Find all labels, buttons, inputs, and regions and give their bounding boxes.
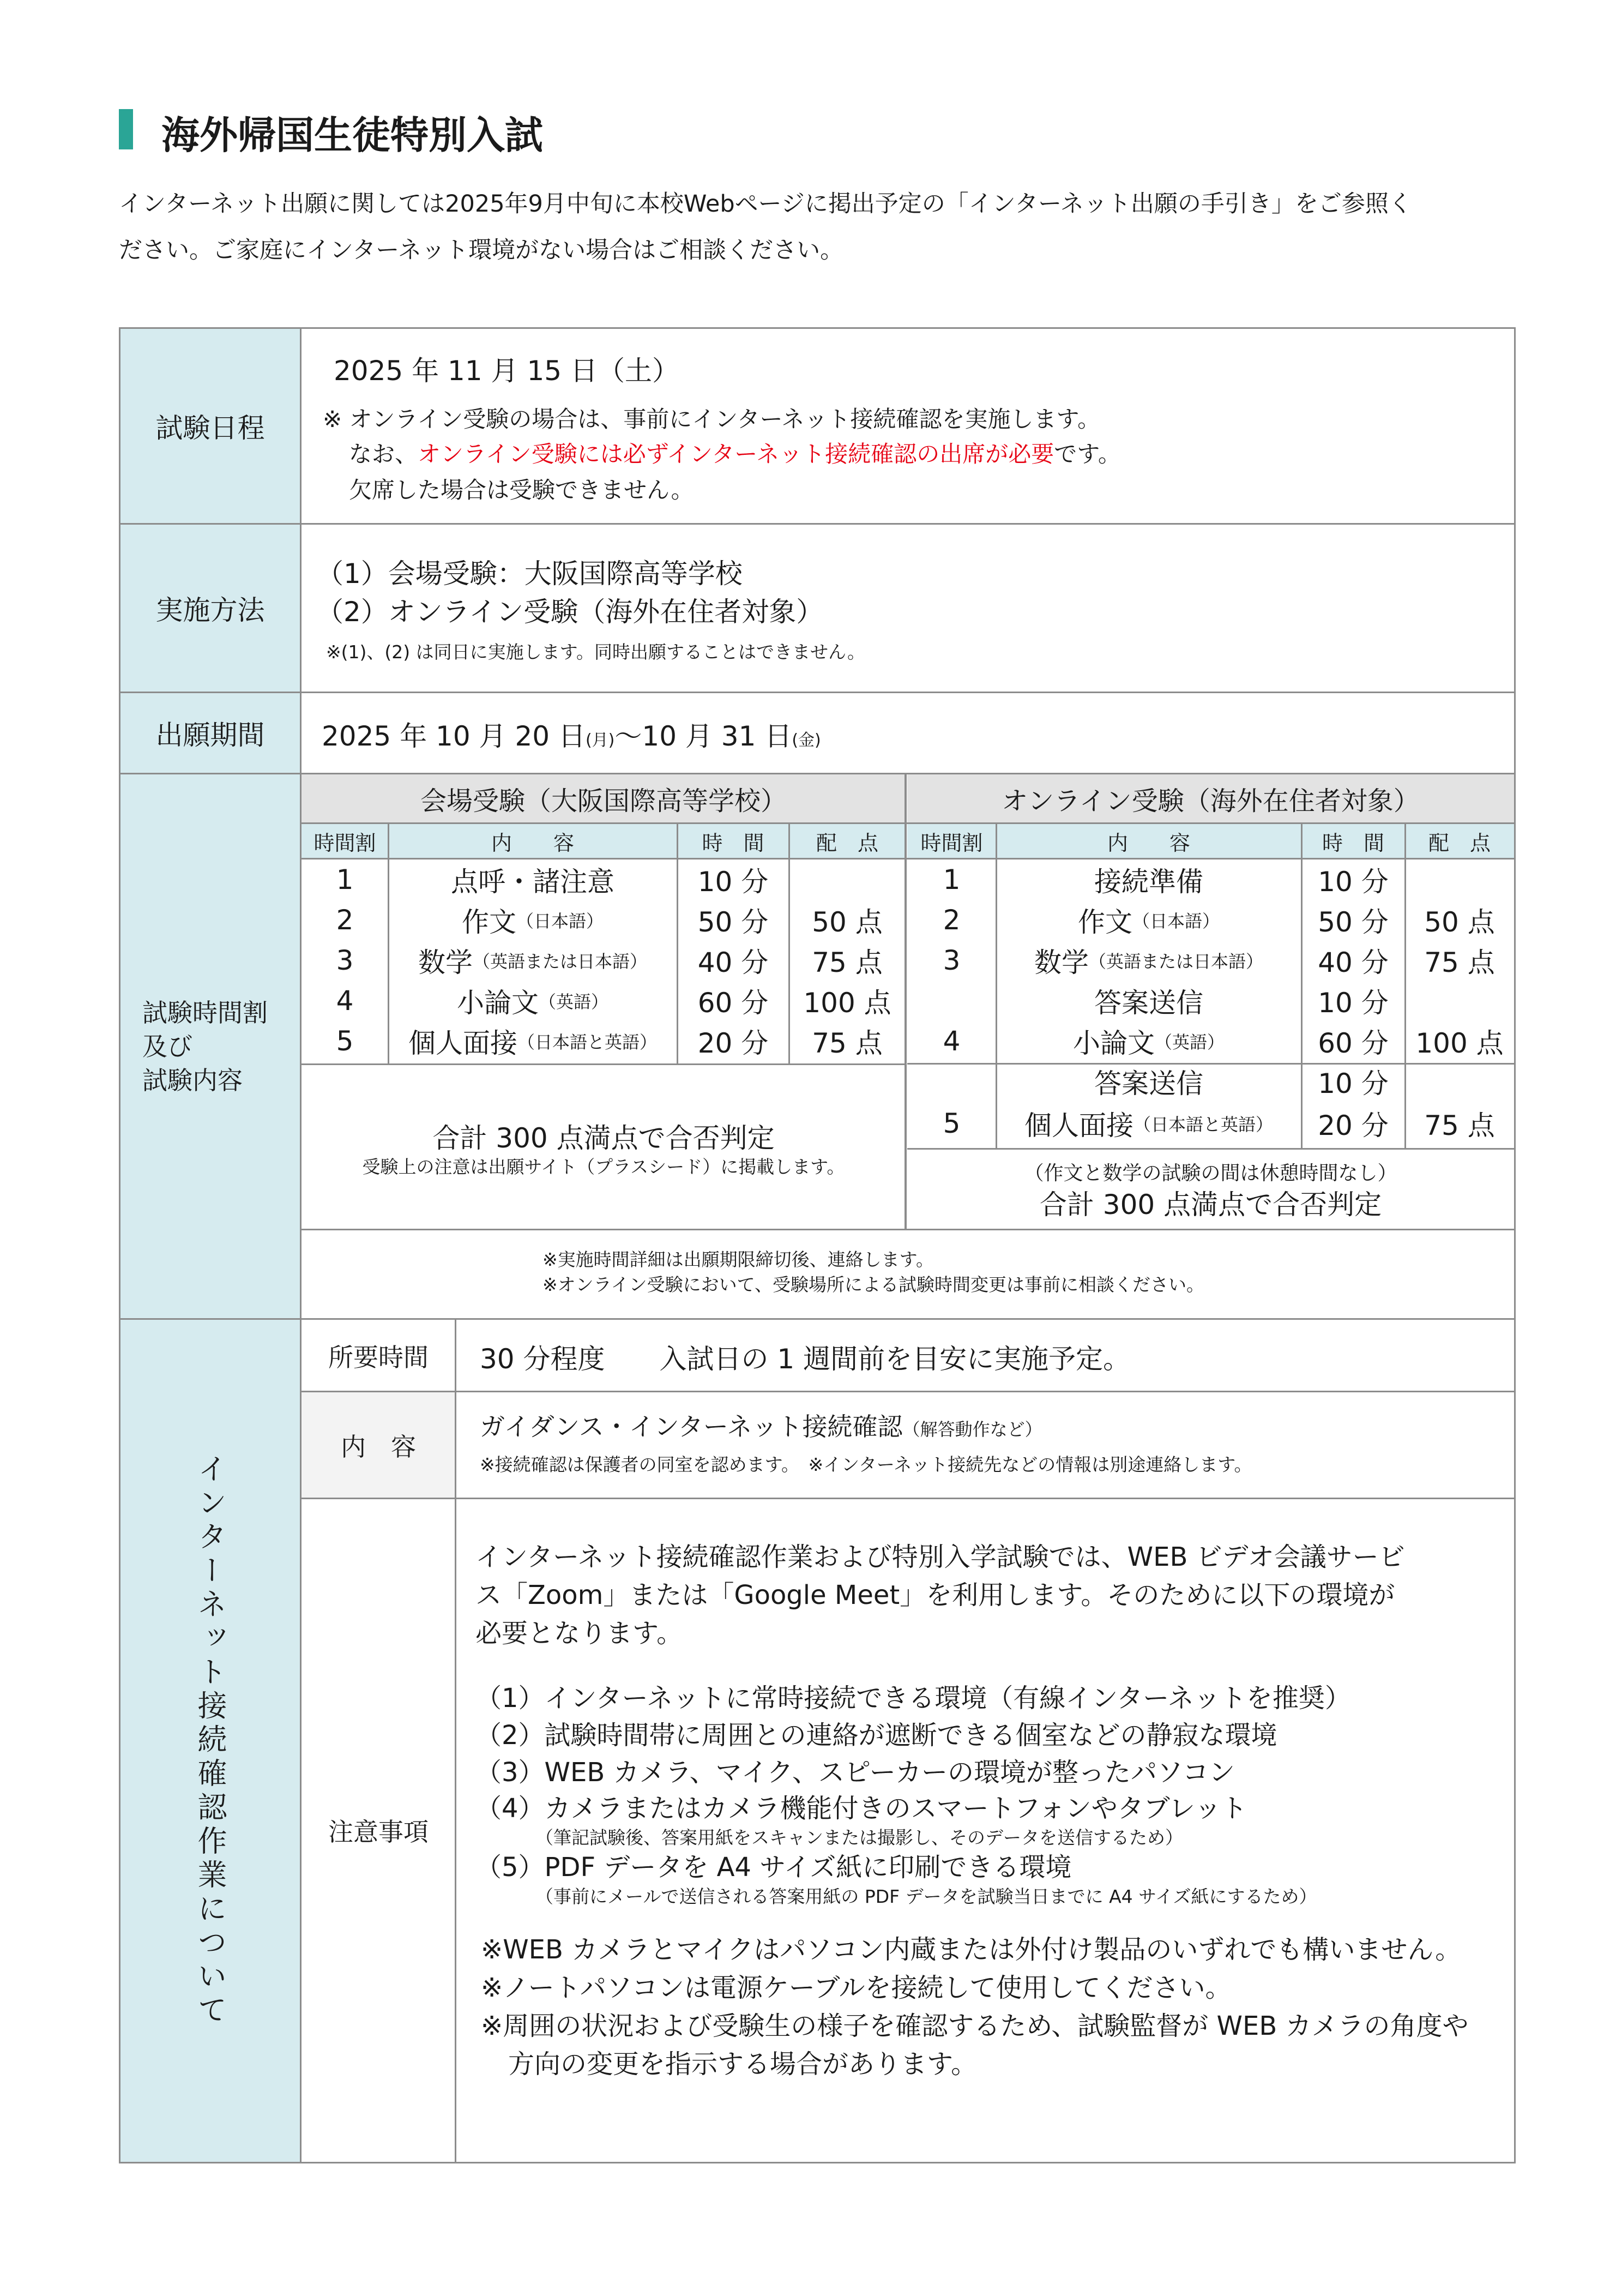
online-row-content: [996, 900, 1301, 940]
online-row-no: [907, 1061, 996, 1102]
table-row: [302, 1021, 906, 1061]
venue-row-no: 2: [336, 904, 354, 936]
online-row-points: [1405, 860, 1514, 900]
schedule-date: 2025 年 11 月 15 日（土）: [334, 355, 679, 387]
schedule-note-2-red: オンライン受験には必ずインターネット接続確認の出席が必要: [418, 441, 1054, 467]
venue-row-content: [388, 940, 677, 981]
venue-row-time: 20 分: [697, 1027, 769, 1059]
online-row-content: [996, 1102, 1301, 1145]
online-row-points: 75 点: [1424, 1110, 1495, 1141]
venue-row-content-main: 小論文: [456, 987, 539, 1019]
venue-row-content: [388, 900, 677, 940]
venue-col-time: 時 間: [702, 831, 764, 855]
table-row: [907, 981, 1514, 1021]
internet-vline: [455, 1320, 456, 2162]
timetable-footer-line: [302, 1229, 1514, 1230]
venue-row-content: [388, 981, 677, 1021]
venue-row-content-main: 点呼・諸注意: [451, 866, 614, 898]
table-row: [907, 1021, 1514, 1061]
table-row: [907, 860, 1514, 900]
notes-n3: ※周囲の状況および受験生の様子を確認するため、試験監督が WEB カメラの角度や: [481, 2011, 1469, 2041]
online-row-content: [996, 981, 1301, 1021]
online-col-time: 時 間: [1322, 831, 1384, 855]
label-timetable-1: 試験時間割: [142, 997, 268, 1027]
online-row-content-main: 答案送信: [1094, 987, 1203, 1019]
table-row: [907, 1061, 1514, 1102]
venue-row-content-main: 個人面接: [408, 1027, 517, 1059]
venue-bottom-line: [302, 1063, 906, 1065]
label-internet-text: インターネット接続確認作業について: [193, 1453, 227, 2028]
online-row-no: 4: [943, 1025, 961, 1057]
internet-hline-1: [302, 1391, 1514, 1392]
online-row-time: 10 分: [1318, 1068, 1389, 1099]
content-main-text: ガイダンス・インターネット接続確認: [480, 1412, 903, 1441]
method-item-1: （1）会場受験：大阪国際高等学校: [316, 558, 743, 590]
venue-row-no: 3: [336, 945, 354, 976]
notes-req-2: （2）試験時間帯に周囲との連絡が遮断できる個室などの静寂な環境: [475, 1720, 1277, 1751]
online-row-no: 5: [943, 1108, 961, 1139]
venue-total: 合計 300 点満点で合否判定: [432, 1122, 775, 1154]
notes-p3: 必要となります。: [475, 1618, 683, 1649]
online-row-content: [996, 860, 1301, 900]
online-total: 合計 300 点満点で合否判定: [1039, 1189, 1382, 1221]
online-row-points: [1405, 981, 1514, 1021]
schedule-note-2-post: です。: [1054, 441, 1121, 467]
online-row-time: 10 分: [1318, 987, 1389, 1019]
online-row-points: 75 点: [1424, 947, 1495, 978]
label-timetable: [119, 773, 302, 1320]
schedule-note-2-pre: なお、: [349, 441, 418, 467]
table-row: [302, 860, 906, 900]
venue-header: 会場受験（大阪国際高等学校）: [302, 774, 906, 822]
online-row-no: 2: [943, 904, 961, 936]
online-rows: [907, 860, 1514, 1145]
notes-n2: ※ノートパソコンは電源ケーブルを接続して使用してください。: [481, 1973, 1232, 2003]
online-break-note: （作文と数学の試験の間は休憩時間なし）: [1024, 1162, 1397, 1185]
online-row-time: 40 分: [1318, 947, 1389, 978]
online-row-content: [996, 940, 1301, 981]
online-row-content-main: 小論文: [1072, 1027, 1155, 1059]
venue-row-time: 60 分: [697, 987, 769, 1019]
internet-hline-2: [302, 1498, 1514, 1499]
schedule-note-2: [349, 436, 1121, 469]
period-end: 〜10 月 31 日: [614, 720, 792, 752]
online-row-points: 50 点: [1424, 906, 1495, 938]
schedule-note-3: 欠席した場合は受験できません。: [349, 477, 694, 503]
notes-req-4-sub: （筆記試験後、答案用紙をスキャンまたは撮影し、そのデータを送信するため）: [535, 1827, 1183, 1848]
content-main-sub: （解答動作など）: [902, 1419, 1042, 1440]
online-col-content: 内 容: [1107, 831, 1190, 855]
online-row-no: 3: [943, 945, 961, 976]
method-note: ※(1)、(2) は同日に実施します。同時出願することはできません。: [326, 641, 865, 663]
notes-req-5-sub: （事前にメールで送信される答案用紙の PDF データを試験当日までに A4 サイズ紙にするため）: [535, 1886, 1317, 1907]
online-row-time: 10 分: [1318, 866, 1389, 898]
notes-p1: インターネット接続確認作業および特別入学試験では、WEB ビデオ会議サービ: [475, 1542, 1405, 1572]
content-note: ※接続確認は保護者の同室を認めます。 ※インターネット接続先などの情報は別途連絡します。: [480, 1454, 1252, 1475]
venue-rows: [302, 860, 906, 1061]
venue-row-content-sub: （日本語）: [516, 911, 604, 931]
notes-req-3: （3）WEB カメラ、マイク、スピーカーの環境が整ったパソコン: [475, 1757, 1235, 1788]
intro-line-2: ださい。ご家庭にインターネット環境がない場合はご相談ください。: [119, 237, 844, 264]
label-required-time: 所要時間: [328, 1343, 429, 1372]
venue-row-content-main: 数学: [418, 947, 473, 978]
venue-col-points: 配 点: [816, 831, 878, 855]
venue-row-points: [789, 860, 906, 900]
online-col-points: 配 点: [1428, 831, 1491, 855]
table-row: [907, 1102, 1514, 1145]
period-end-dow: (金): [792, 731, 821, 750]
online-row-content: [996, 1061, 1301, 1102]
label-period: 出願期間: [119, 692, 302, 774]
label-internet: [119, 1318, 302, 2163]
table-row: [907, 940, 1514, 981]
venue-row-content: [388, 1021, 677, 1061]
content-main: [480, 1407, 1042, 1443]
online-row-content-sub: （英語）: [1154, 1032, 1225, 1053]
divider-header-bottom: [302, 822, 1514, 824]
notes-req-5: （5）PDF データを A4 サイズ紙に印刷できる環境: [475, 1852, 1072, 1883]
online-row-no: 1: [943, 864, 961, 895]
notes-req-1: （1）インターネットに常時接続できる環境（有線インターネットを推奨）: [475, 1683, 1351, 1714]
venue-col-content: 内 容: [491, 831, 574, 855]
venue-row-content-sub: （日本語と英語）: [517, 1032, 657, 1053]
period-start: 2025 年 10 月 20 日: [322, 720, 586, 752]
notes-n4: 方向の変更を指示する場合があります。: [508, 2049, 978, 2079]
online-row-content-main: 接続準備: [1094, 866, 1203, 898]
timetable-foot-2: ※オンライン受験において、受験場所による試験時間変更は事前に相談ください。: [542, 1274, 1205, 1295]
venue-row-time: 10 分: [697, 866, 769, 898]
venue-row-content-main: 作文: [461, 906, 516, 938]
online-row-no: [907, 981, 996, 1021]
venue-row-content-sub: （英語）: [538, 991, 608, 1012]
venue-row-points: 50 点: [812, 906, 883, 938]
online-row-content-main: 答案送信: [1094, 1068, 1203, 1099]
timetable-foot-1: ※実施時間詳細は出願期限締切後、連絡します。: [542, 1249, 934, 1270]
label-notes: 注意事項: [328, 1817, 429, 1847]
venue-row-points: 75 点: [812, 1027, 883, 1059]
online-row-points: [1405, 1061, 1514, 1102]
required-time-value: 30 分程度 入試日の 1 週間前を目安に実施予定。: [480, 1343, 1131, 1375]
title-accent-bar: [119, 109, 133, 149]
schedule-note-1: ※ オンライン受験の場合は、事前にインターネット接続確認を実施します。: [323, 406, 1101, 432]
online-row-content-main: 個人面接: [1024, 1110, 1133, 1141]
venue-note: 受験上の注意は出願サイト（プラスシード）に掲載します。: [362, 1156, 845, 1177]
label-content: 内 容: [302, 1392, 455, 1499]
online-row-time: 20 分: [1318, 1110, 1389, 1141]
online-col-period: 時間割: [920, 831, 983, 855]
online-row-points: 100 点: [1415, 1027, 1504, 1059]
online-row-time: 50 分: [1318, 906, 1389, 938]
method-item-2: （2）オンライン受験（海外在住者対象）: [316, 596, 824, 628]
online-row-content: [996, 1021, 1301, 1061]
online-header: オンライン受験（海外在住者対象）: [907, 774, 1514, 822]
online-row-time: 60 分: [1318, 1027, 1389, 1059]
notes-req-4: （4）カメラまたはカメラ機能付きのスマートフォンやタブレット: [475, 1793, 1247, 1824]
online-row-content-sub: （日本語）: [1132, 911, 1220, 931]
venue-row-time: 50 分: [697, 906, 769, 938]
venue-row-no: 4: [336, 985, 354, 1017]
page-title: 海外帰国生徒特別入試: [161, 113, 543, 158]
venue-row-time: 40 分: [697, 947, 769, 978]
venue-row-content-sub: （英語または日本語）: [472, 951, 647, 972]
notes-body: [475, 1538, 1500, 2083]
online-bottom-line: [907, 1148, 1514, 1150]
label-schedule: 試験日程: [119, 327, 302, 525]
venue-row-no: 1: [336, 864, 354, 895]
table-row: [302, 900, 906, 940]
venue-row-points: 100 点: [803, 987, 891, 1019]
intro-line-1: インターネット出願に関しては2025年9月中旬に本校Webページに掲出予定の「インターネット出願の手引き」をご参照く: [119, 190, 1412, 218]
online-row-content-main: 数学: [1034, 947, 1089, 978]
table-row: [302, 940, 906, 981]
online-row-content-sub: （英語または日本語）: [1088, 951, 1263, 972]
online-row-content-sub: （日本語と英語）: [1133, 1114, 1273, 1135]
period-value: [322, 714, 821, 754]
venue-row-points: 75 点: [812, 947, 883, 978]
label-method: 実施方法: [119, 523, 302, 693]
table-row: [302, 981, 906, 1021]
table-row: [907, 900, 1514, 940]
notes-p2: ス「Zoom」または「Google Meet」を利用します。そのために以下の環境が: [475, 1580, 1395, 1610]
online-row-content-main: 作文: [1077, 906, 1132, 938]
label-timetable-2: 及び: [142, 1031, 192, 1061]
label-timetable-3: 試験内容: [142, 1065, 243, 1095]
period-start-dow: (月): [585, 731, 615, 750]
venue-row-no: 5: [336, 1025, 354, 1057]
notes-n1: ※WEB カメラとマイクはパソコン内蔵または外付け製品のいずれでも構いません。: [481, 1934, 1462, 1965]
venue-col-period: 時間割: [313, 831, 376, 855]
venue-row-content: [388, 860, 677, 900]
